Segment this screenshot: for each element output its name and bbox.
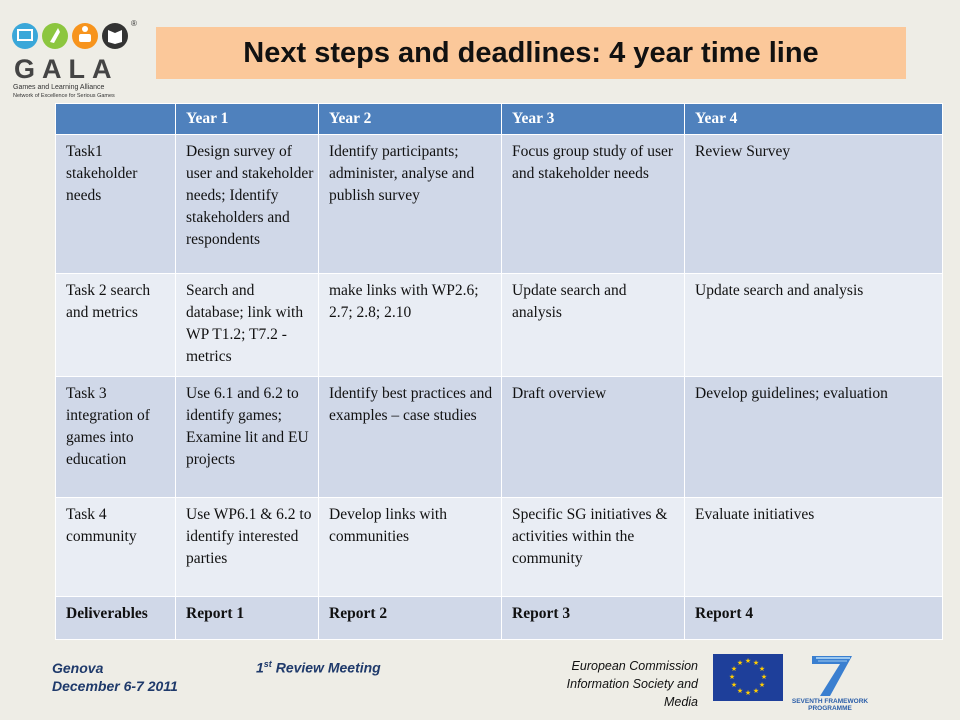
table-cell: Draft overview <box>502 377 685 498</box>
footer-location-date <box>52 659 178 695</box>
table-header-row <box>56 104 943 135</box>
fp7-line-1: SEVENTH FRAMEWORK <box>791 698 869 705</box>
table-cell: Design survey of user and stakeholder needs; Identify stakeholders and respondents <box>176 135 319 274</box>
table-cell: Search and database; link with WP T1.2; T7.2 - metrics <box>176 274 319 377</box>
header-cell-year-4: Year 4 <box>685 104 943 135</box>
table-cell: Task 2 search and metrics <box>56 274 176 377</box>
svg-text:★: ★ <box>752 687 760 695</box>
svg-text:★: ★ <box>730 681 738 689</box>
table-cell: Focus group study of user and stakeholder needs <box>502 135 685 274</box>
svg-text:★: ★ <box>760 673 768 681</box>
meeting-ordinal: st <box>263 659 272 669</box>
ec-line-1: European Commission <box>571 659 698 673</box>
ec-line-2: Information Society and <box>566 677 698 691</box>
svg-text:★: ★ <box>752 659 760 667</box>
fp7-caption <box>790 698 870 712</box>
table-row-task-1 <box>56 135 943 274</box>
table-cell: Identify participants; administer, analyse and publish survey <box>319 135 502 274</box>
table-cell: Report 2 <box>319 597 502 640</box>
table-cell: Develop links with communities <box>319 498 502 597</box>
page-title: Next steps and deadlines: 4 year time line <box>243 36 819 69</box>
svg-text:★: ★ <box>736 659 744 667</box>
table-cell: Review Survey <box>685 135 943 274</box>
title-banner <box>156 27 906 79</box>
logo-wordmark: GALA <box>14 54 119 84</box>
fp7-line-2: PROGRAMME <box>808 705 852 712</box>
table-cell: Specific SG initiatives & activities within the community <box>502 498 685 597</box>
table-cell: Deliverables <box>56 597 176 640</box>
table-row-task-2 <box>56 274 943 377</box>
ec-line-3: Media <box>663 695 698 709</box>
timeline-table <box>55 103 943 640</box>
logo-registered: ® <box>131 19 137 28</box>
svg-text:★: ★ <box>758 681 766 689</box>
table-cell: Task 4 community <box>56 498 176 597</box>
table-cell: Report 1 <box>176 597 319 640</box>
table-cell: make links with WP2.6; 2.7; 2.8; 2.10 <box>319 274 502 377</box>
header-cell-year-2: Year 2 <box>319 104 502 135</box>
footer-ec <box>512 657 698 711</box>
table-cell: Use WP6.1 & 6.2 to identify interested parties <box>176 498 319 597</box>
logo-circle-blue <box>12 23 38 49</box>
svg-text:★: ★ <box>728 673 736 681</box>
svg-text:★: ★ <box>758 665 766 673</box>
table-cell: Identify best practices and examples – case studies <box>319 377 502 498</box>
header-cell-empty <box>56 104 176 135</box>
table-cell: Update search and analysis <box>685 274 943 377</box>
svg-text:★: ★ <box>744 657 752 665</box>
footer-location: Genova <box>52 660 104 676</box>
svg-text:★: ★ <box>730 665 738 673</box>
svg-text:★: ★ <box>744 689 752 697</box>
gala-logo <box>10 14 140 100</box>
footer-date: December 6-7 2011 <box>52 678 178 694</box>
header-cell-year-3: Year 3 <box>502 104 685 135</box>
header-cell-year-1: Year 1 <box>176 104 319 135</box>
table-row-task-4 <box>56 498 943 597</box>
table-cell: Update search and analysis <box>502 274 685 377</box>
table-row-task-3 <box>56 377 943 498</box>
table-row-deliverables <box>56 597 943 640</box>
table-cell: Report 3 <box>502 597 685 640</box>
table-cell: Use 6.1 and 6.2 to identify games; Examine lit and EU projects <box>176 377 319 498</box>
logo-tagline-2: Network of Excellence for Serious Games <box>13 93 115 99</box>
table-cell: Develop guidelines; evaluation <box>685 377 943 498</box>
logo-tagline-1: Games and Learning Alliance <box>13 84 105 91</box>
table-cell: Evaluate initiatives <box>685 498 943 597</box>
svg-text:★: ★ <box>736 687 744 695</box>
table-cell: Task1 stakeholder needs <box>56 135 176 274</box>
meeting-text: Review Meeting <box>271 659 381 676</box>
footer-meeting <box>256 659 381 676</box>
table-cell: Report 4 <box>685 597 943 640</box>
meeting-number: 1 <box>256 659 264 676</box>
eu-flag-icon <box>713 654 783 701</box>
table-cell: Task 3 integration of games into education <box>56 377 176 498</box>
